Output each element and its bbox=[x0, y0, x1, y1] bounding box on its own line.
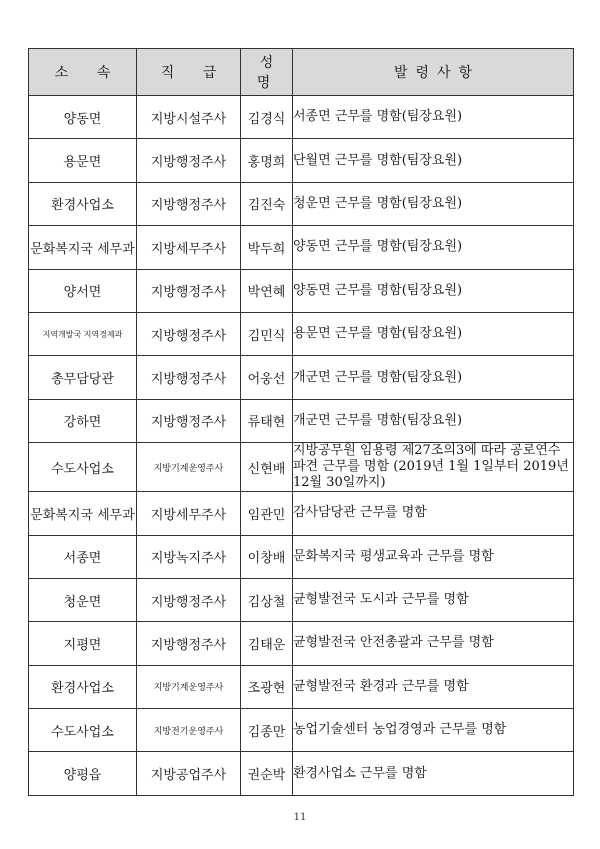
table-row bbox=[29, 139, 574, 182]
cell-appointment: 지방공무원 임용령 제27조의3에 따라 공로연수 파견 근무를 명함 (2019년 1월 1일부터 2019년 12월 30일까지) bbox=[293, 443, 574, 492]
cell-affiliation: 용문면 bbox=[29, 139, 137, 182]
cell-appointment: 용문면 근무를 명함(팀장요원) bbox=[293, 312, 574, 355]
cell-affiliation: 수도사업소 bbox=[29, 709, 137, 752]
cell-grade: 지방행정주사 bbox=[137, 399, 241, 442]
cell-name: 김태운 bbox=[241, 622, 293, 665]
cell-name: 김경식 bbox=[241, 96, 293, 139]
cell-appointment: 서종면 근무를 명함(팀장요원) bbox=[293, 96, 574, 139]
cell-grade: 지방행정주사 bbox=[137, 312, 241, 355]
personnel-order-table bbox=[28, 48, 574, 796]
header-appointment: 발령사항 bbox=[293, 49, 574, 96]
cell-grade: 지방전기운영주사 bbox=[137, 709, 241, 752]
cell-affiliation: 양동면 bbox=[29, 96, 137, 139]
table-row bbox=[29, 492, 574, 535]
cell-affiliation: 양평읍 bbox=[29, 752, 137, 795]
table-row bbox=[29, 578, 574, 621]
cell-appointment: 개군면 근무를 명함(팀장요원) bbox=[293, 356, 574, 399]
table-row bbox=[29, 182, 574, 225]
table-row bbox=[29, 752, 574, 795]
cell-affiliation: 양서면 bbox=[29, 269, 137, 312]
cell-grade: 지방행정주사 bbox=[137, 269, 241, 312]
cell-appointment: 양동면 근무를 명함(팀장요원) bbox=[293, 269, 574, 312]
cell-name: 김민식 bbox=[241, 312, 293, 355]
cell-name: 박연혜 bbox=[241, 269, 293, 312]
cell-appointment: 단월면 근무를 명함(팀장요원) bbox=[293, 139, 574, 182]
table-row bbox=[29, 535, 574, 578]
table-row bbox=[29, 665, 574, 708]
table-row bbox=[29, 96, 574, 139]
cell-appointment: 균형발전국 안전총괄과 근무를 명함 bbox=[293, 622, 574, 665]
cell-affiliation: 지역개발국 지역경제과 bbox=[29, 312, 137, 355]
cell-affiliation: 총무담당관 bbox=[29, 356, 137, 399]
cell-appointment: 문화복지국 평생교육과 근무를 명함 bbox=[293, 535, 574, 578]
cell-grade: 지방행정주사 bbox=[137, 356, 241, 399]
table-row bbox=[29, 312, 574, 355]
cell-grade: 지방행정주사 bbox=[137, 622, 241, 665]
cell-name: 권순박 bbox=[241, 752, 293, 795]
cell-grade: 지방행정주사 bbox=[137, 182, 241, 225]
cell-affiliation: 청운면 bbox=[29, 578, 137, 621]
table-row bbox=[29, 399, 574, 442]
cell-grade: 지방행정주사 bbox=[137, 578, 241, 621]
cell-appointment: 환경사업소 근무를 명함 bbox=[293, 752, 574, 795]
cell-name: 어웅선 bbox=[241, 356, 293, 399]
cell-affiliation: 지평면 bbox=[29, 622, 137, 665]
cell-name: 이창배 bbox=[241, 535, 293, 578]
cell-name: 류태현 bbox=[241, 399, 293, 442]
cell-appointment: 균형발전국 도시과 근무를 명함 bbox=[293, 578, 574, 621]
cell-affiliation: 환경사업소 bbox=[29, 182, 137, 225]
cell-affiliation: 강하면 bbox=[29, 399, 137, 442]
cell-affiliation: 문화복지국 세무과 bbox=[29, 226, 137, 269]
cell-grade: 지방세무주사 bbox=[137, 226, 241, 269]
cell-name: 김진숙 bbox=[241, 182, 293, 225]
header-name: 성 명 bbox=[241, 49, 293, 96]
cell-name: 조광현 bbox=[241, 665, 293, 708]
header-grade: 직 급 bbox=[137, 49, 241, 96]
page-number: 11 bbox=[293, 812, 307, 823]
cell-grade: 지방시설주사 bbox=[137, 96, 241, 139]
table-header-row bbox=[29, 49, 574, 96]
cell-grade: 지방녹지주사 bbox=[137, 535, 241, 578]
cell-appointment: 감사담당관 근무를 명함 bbox=[293, 492, 574, 535]
cell-appointment: 양동면 근무를 명함(팀장요원) bbox=[293, 226, 574, 269]
cell-grade: 지방공업주사 bbox=[137, 752, 241, 795]
cell-grade: 지방기계운영주사 bbox=[137, 443, 241, 492]
cell-name: 임관민 bbox=[241, 492, 293, 535]
cell-affiliation: 문화복지국 세무과 bbox=[29, 492, 137, 535]
cell-affiliation: 수도사업소 bbox=[29, 443, 137, 492]
table-row bbox=[29, 709, 574, 752]
cell-name: 김상철 bbox=[241, 578, 293, 621]
table-row bbox=[29, 356, 574, 399]
cell-name: 박두희 bbox=[241, 226, 293, 269]
cell-name: 신현배 bbox=[241, 443, 293, 492]
cell-name: 김종만 bbox=[241, 709, 293, 752]
header-affiliation: 소 속 bbox=[29, 49, 137, 96]
cell-affiliation: 서종면 bbox=[29, 535, 137, 578]
table-row bbox=[29, 226, 574, 269]
cell-appointment: 개군면 근무를 명함(팀장요원) bbox=[293, 399, 574, 442]
cell-affiliation: 환경사업소 bbox=[29, 665, 137, 708]
cell-appointment: 균형발전국 환경과 근무를 명함 bbox=[293, 665, 574, 708]
cell-grade: 지방세무주사 bbox=[137, 492, 241, 535]
cell-grade: 지방기계운영주사 bbox=[137, 665, 241, 708]
cell-name: 홍명희 bbox=[241, 139, 293, 182]
table-row bbox=[29, 269, 574, 312]
cell-appointment: 농업기술센터 농업경영과 근무를 명함 bbox=[293, 709, 574, 752]
cell-grade: 지방행정주사 bbox=[137, 139, 241, 182]
table-row bbox=[29, 622, 574, 665]
cell-appointment: 청운면 근무를 명함(팀장요원) bbox=[293, 182, 574, 225]
table-row bbox=[29, 443, 574, 492]
